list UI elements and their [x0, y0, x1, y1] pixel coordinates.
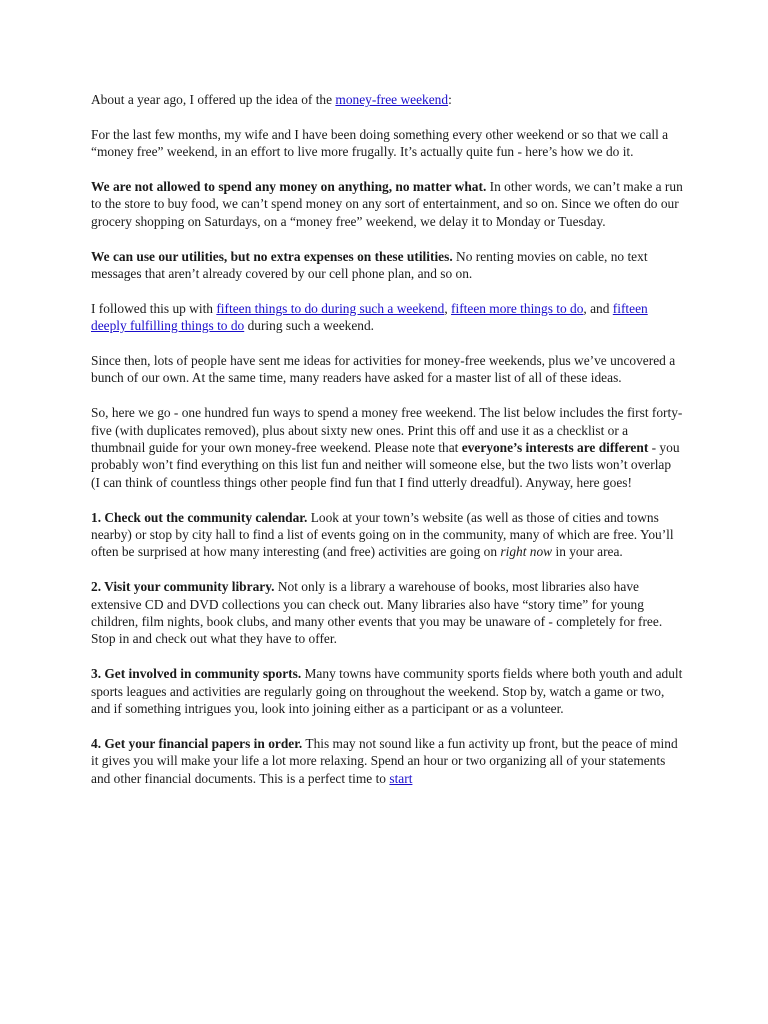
text: ,: [444, 300, 452, 316]
text: :: [448, 92, 452, 107]
list-item-2: [91, 578, 683, 648]
italic-text: right now: [500, 544, 553, 560]
text: during such a weekend.: [244, 318, 375, 334]
ideas-paragraph: Since then, lots of people have sent me ideas for activities for money-free weekends, plus we’ve uncovered a bunch of our own. At the same time, many readers have asked for a master list of all of these ideas.: [91, 353, 676, 386]
list-item-3: [91, 665, 683, 717]
intro-paragraph: [91, 91, 683, 108]
text: Look at your town’s website (as well as those of cities and towns nearby) or stop by city hall to find a list of events going on in the community, many of which are free. You’ll often be surprised at how many interesting (and free) activities are going on: [91, 509, 674, 560]
list-item-1: [91, 509, 683, 561]
fifteen-things-link[interactable]: fifteen things to do during such a weekend: [216, 300, 445, 316]
item-heading: 2. Visit your community library.: [91, 579, 275, 595]
text: - you probably won’t find everything on this list fun and neither will someone else, but the two lists won’t overlap (I can think of countless things other people find fun that I find utterly dreadful). Anyway, here goes!: [91, 440, 680, 490]
text: So, here we go - one hundred fun ways to spend a money free weekend. The list below includes the first forty-five (with duplicates removed), plus about sixty new ones. Print this off and use it as a checklist or a thumbnail guide for your own money-free weekend. Please note that: [91, 405, 683, 456]
rule-no-spending-paragraph: [91, 178, 683, 230]
text: In other words, we can’t make a run to the store to buy food, we can’t spend money on any sort of entertainment, and so on. Since we often do our grocery shopping on Saturdays, on a “money free” weekend, we delay it to Monday or Tuesday.: [91, 179, 683, 229]
text: in your area.: [552, 544, 623, 560]
fifteen-fulfilling-things-link[interactable]: fifteen deeply fulfilling things to do: [91, 300, 648, 334]
text: I followed this up with: [91, 300, 217, 316]
followup-paragraph: [91, 300, 683, 335]
item-heading: 1. Check out the community calendar.: [91, 509, 308, 525]
text: This may not sound like a fun activity up front, but the peace of mind it gives you will make your life a lot more relaxing. Spend an hour or two organizing all of your statements and other financial documents. This is a perfect time to: [91, 735, 678, 786]
rule-utilities-paragraph: [91, 248, 683, 283]
article-body: [91, 91, 683, 804]
start-link[interactable]: start: [389, 770, 413, 786]
money-free-weekend-link[interactable]: money-free weekend: [335, 92, 449, 107]
text: No renting movies on cable, no text messages that aren’t already covered by our cell phone plan, and so on.: [91, 248, 648, 282]
text: Many towns have community sports fields where both youth and adult sports leagues and activities are regularly going on throughout the weekend. Stop by, watch a game or two, and if something intrigues you, look into joining either as a participant or as a volunteer.: [91, 666, 683, 717]
text: Not only is a library a warehouse of books, most libraries also have extensive CD and DVD collections you can check out. Many libraries also have “story time” for young children, film nights, book clubs, and many other events that you may be unaware of - completely for free. Stop in and check out what they have to offer.: [91, 579, 663, 647]
text: , and: [583, 300, 613, 316]
list-intro-paragraph: [91, 404, 683, 491]
bold-text: We can use our utilities, but no extra expenses on these utilities.: [91, 248, 453, 264]
text: About a year ago, I offered up the idea of the: [91, 92, 336, 107]
list-item-4: [91, 735, 683, 787]
bold-text: everyone’s interests are different: [461, 440, 649, 456]
bold-text: We are not allowed to spend any money on anything, no matter what.: [91, 179, 487, 194]
fifteen-more-things-link[interactable]: fifteen more things to do: [451, 300, 584, 316]
item-heading: 4. Get your financial papers in order.: [91, 735, 303, 751]
background-paragraph: For the last few months, my wife and I have been doing something every other weekend or so that we call a “money free” weekend, in an effort to live more frugally. It’s actually quite fun - here’s how we do it.: [91, 126, 669, 160]
item-heading: 3. Get involved in community sports.: [91, 666, 302, 682]
